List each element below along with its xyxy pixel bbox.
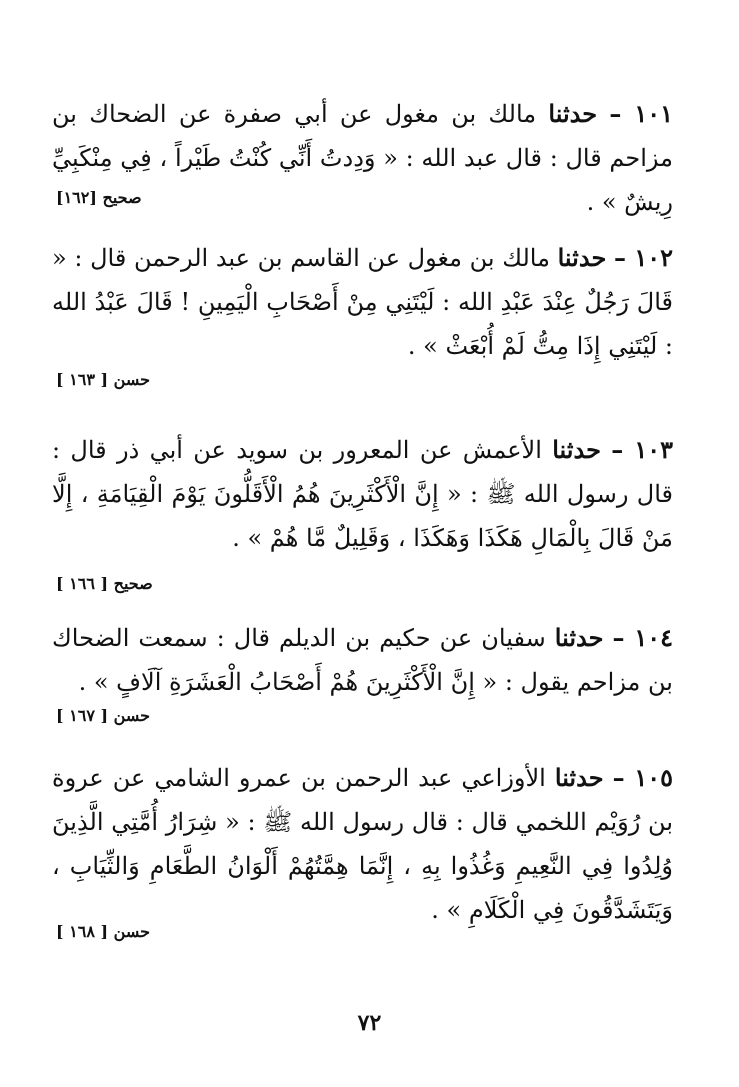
hadith-101 (52, 92, 673, 224)
page-number: ٧٢ (357, 1010, 382, 1036)
hadith-body: الأوزاعي عبد الرحمن بن عمرو الشامي عن عروة بن رُوَيْم اللخمي قال : قال رسول الله ﷺ : « شِرَارُ أُمَّتِي الَّذِينَ وُلِدُوا فِي النَّعِيمِ وَغُذُوا بِهِ ، إِنَّمَا هِمَّتُهُمْ أَلْوَانُ الطَّعَامِ وَالثِّيَابِ ، وَيَتَشَدَّقُونَ فِي الْكَلَامِ » . (52, 764, 673, 924)
hadith-103 (52, 428, 673, 560)
hadith-body: الأعمش عن المعرور بن سويد عن أبي ذر قال : قال رسول الله ﷺ : « إِنَّ الْأَكْثَرِينَ هُمُ الْأَقَلُّونَ يَوْمَ الْقِيَامَةِ ، إِلَّا مَنْ قَالَ بِالْمَالِ هَكَذَا وَهَكَذَا ، وَقَلِيلٌ مَّا هُمْ » . (52, 436, 673, 552)
hadith-text (52, 428, 673, 560)
narration-keyword: حدثنا (552, 435, 601, 464)
hadith-104 (52, 616, 673, 704)
narration-keyword: حدثنا (557, 243, 607, 272)
hadith-body: مالك بن مغول عن القاسم بن عبد الرحمن قال : « قَالَ رَجُلٌ عِنْدَ عَبْدِ الله : لَيْتَنِي مِنْ أَصْحَابِ الْيَمِينِ ! قَالَ عَبْدُ الله : لَيْتَنِي إِذَا مِتُّ لَمْ أُبْعَثْ » . (52, 244, 673, 360)
hadith-number: ١٠٢ – (613, 243, 674, 272)
hadith-text (52, 616, 673, 704)
hadith-grade: حسن [ ١٦٨ ] (56, 922, 150, 941)
hadith-text (52, 236, 673, 368)
hadith-grade: حسن [ ١٦٣ ] (56, 370, 150, 389)
hadith-text (52, 92, 673, 224)
hadith-105 (52, 756, 673, 932)
hadith-grade: حسن [ ١٦٧ ] (56, 706, 150, 725)
narration-keyword: حدثنا (554, 763, 604, 792)
hadith-grade: صحيح [ ١٦٦ ] (56, 574, 153, 593)
narration-keyword: حدثنا (548, 99, 598, 128)
hadith-number: ١٠٤ – (612, 623, 673, 652)
hadith-number: ١٠٣ – (611, 435, 673, 464)
hadith-text (52, 756, 673, 932)
hadith-grade: صحيح [١٦٢] (56, 188, 142, 207)
narration-keyword: حدثنا (554, 623, 604, 652)
hadith-number: ١٠٥ – (612, 763, 673, 792)
hadith-number: ١٠١ – (609, 99, 674, 128)
hadith-body: سفيان عن حكيم بن الديلم قال : سمعت الضحاك بن مزاحم يقول : « إِنَّ الْأَكْثَرِينَ هُمْ أَصْحَابُ الْعَشَرَةِ آلَافٍ » . (52, 624, 673, 696)
hadith-102 (52, 236, 673, 368)
hadith-body: مالك بن مغول عن أبي صفرة عن الضحاك بن مزاحم قال : قال عبد الله : « وَدِدتُ أَنِّي كُنْتُ طَيْراً ، فِي مِنْكَبِيِّ رِيشٌ » . (52, 100, 673, 216)
